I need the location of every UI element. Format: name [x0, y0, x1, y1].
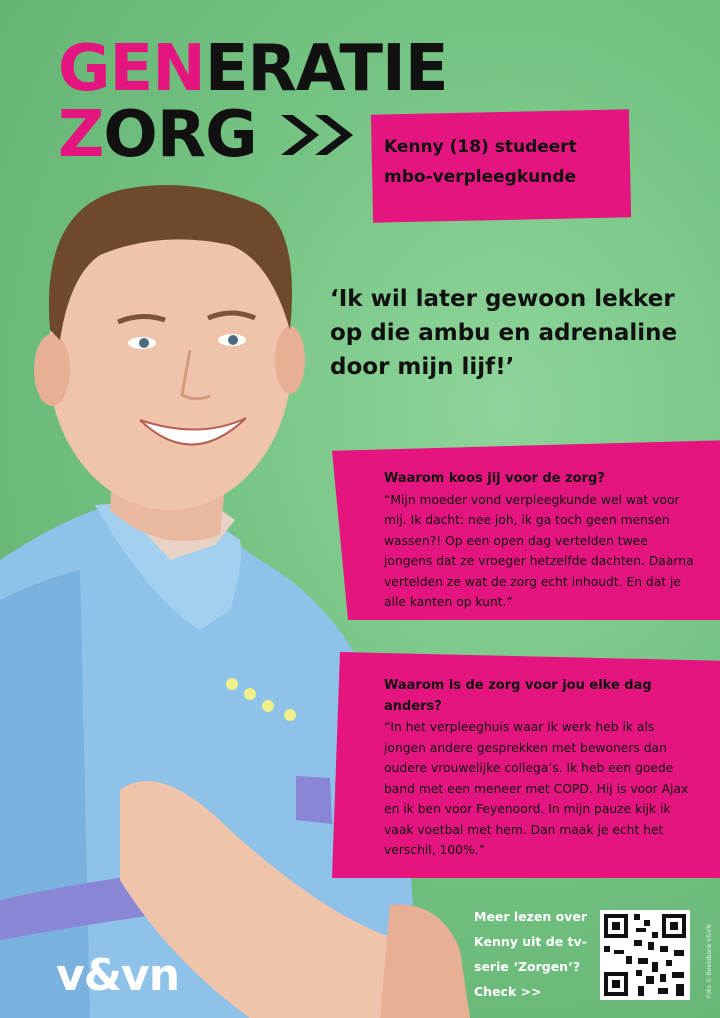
tag-line-2: mbo-verpleegkunde — [384, 167, 577, 187]
qr-code[interactable] — [600, 910, 690, 1000]
qa-1 — [384, 469, 694, 613]
qa-2 — [384, 676, 694, 861]
headline-org: ORG — [103, 98, 257, 172]
vvn-logo: v&vn — [56, 950, 180, 1001]
photo-credit: Foto © Beeldbank V&VN — [706, 924, 713, 998]
double-chevron-icon — [279, 113, 359, 157]
qa-2-question: Waarom is de zorg voor jou elke dag anders? — [384, 678, 652, 714]
tag-line-1: Kenny (18) studeert — [384, 137, 577, 157]
headline-gen: GEN — [58, 32, 205, 106]
quote: ‘Ik wil later gewoon lekker op die ambu en adrenaline door mijn lijf!’ — [330, 286, 678, 380]
qa-2-answer: “In het verpleeghuis waar ik werk heb ik als jongen andere gesprekken met bewoners dan oudere vrouwelijke collega’s. Ik heb een goede band met een meneer met COPD. Hij is voor Ajax en ik ben voor Feyenoord. In mijn pauze kijk ik vaak voetbal met hem. Dan maak je echt het verschil, 100%.” — [384, 720, 689, 857]
qa-1-answer: “Mijn moeder vond verpleegkunde wel wat voor mij. Ik dacht: nee joh, ik ga toch geen mensen wassen?! Op een open dag vertelden twee jongens dat ze vroeger hetzelfde dachten. Daarna vertelden ze wat de zorg echt inhoudt. En dat je alle kanten op kunt.” — [384, 492, 694, 609]
qa-1-question: Waarom koos jij voor de zorg? — [384, 471, 605, 486]
headline-eratie: ERATIE — [204, 32, 448, 106]
headline-z: Z — [58, 98, 104, 172]
tag-text — [384, 132, 624, 192]
read-more-text[interactable]: Meer lezen over Kenny uit de tv-serie ‘Zorgen’? Check >> — [474, 909, 588, 999]
